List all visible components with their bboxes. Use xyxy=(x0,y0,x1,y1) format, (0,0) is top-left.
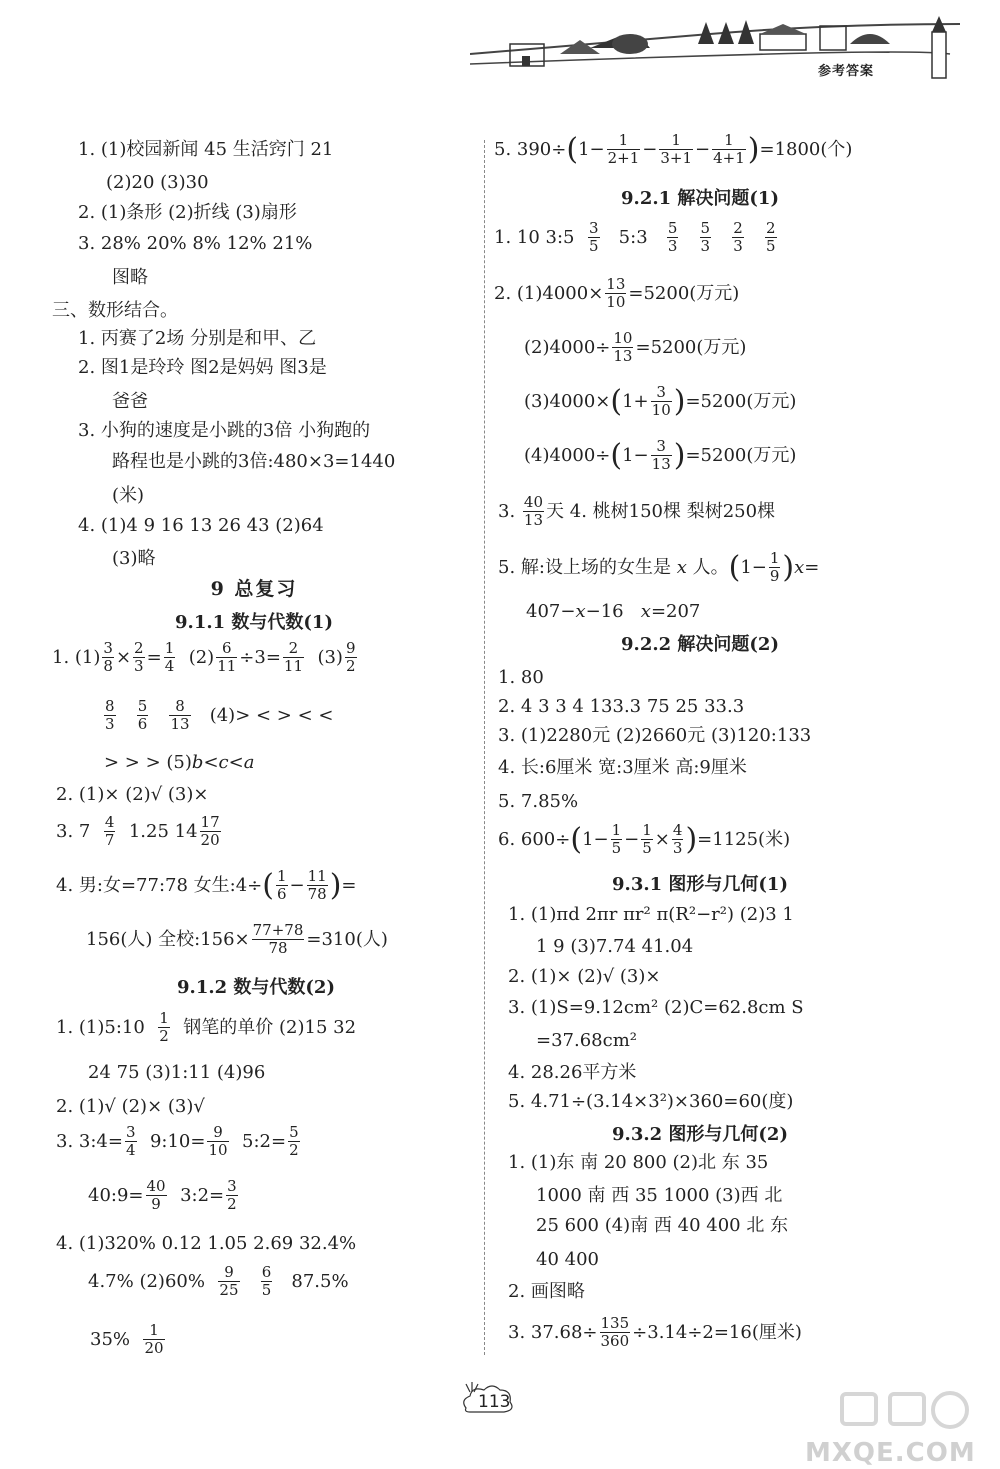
answer-line: 24 75 (3)1:11 (4)96 xyxy=(88,1062,266,1083)
header-title: 参考答案 xyxy=(818,64,875,79)
fraction: $\frac{10}{13}$ xyxy=(613,329,633,366)
answer-line: 40 400 xyxy=(536,1249,599,1270)
chapter-title: 9 总复习 xyxy=(210,578,298,600)
fraction: $\frac{3}{2}$ xyxy=(227,1177,237,1214)
fraction: $\frac{1}{5}$ xyxy=(642,821,652,858)
answer-line: 3. 小狗的速度是小跳的3倍 小狗跑的 xyxy=(78,420,371,441)
answer-line: 2. (1)4000× $\frac{13}{10}$ =5200(万元) xyxy=(494,275,740,312)
fraction: $\frac{3}{8}$ xyxy=(103,639,113,676)
fraction: $\frac{2}{3}$ xyxy=(134,639,144,676)
answer-line: 3. 3:4= $\frac{3}{4}$ 9:10= $\frac{9}{10}$ 5:2= $\frac{5}{2}$ xyxy=(56,1123,299,1160)
answer-line: 1. 丙赛了2场 分别是和甲、乙 xyxy=(78,328,317,349)
fraction: $\frac{3}{4}$ xyxy=(125,1123,136,1160)
answer-line: 3. (1)S=9.12cm² (2)C=62.8cm S xyxy=(508,997,804,1018)
fraction: $\frac{4}{7}$ xyxy=(104,813,115,850)
answer-line: (2)20 (3)30 xyxy=(106,172,209,193)
answer-line: (3)略 xyxy=(112,548,156,569)
fraction: $\frac{6}{11}$ xyxy=(217,639,237,676)
fraction: $\frac{6}{5}$ xyxy=(261,1263,272,1300)
answer-line: 5. 7.85% xyxy=(498,791,579,812)
section-title: 9.2.2 解决问题(2) xyxy=(621,634,779,655)
page-number: 113 xyxy=(458,1378,518,1418)
answer-line: =37.68cm² xyxy=(536,1030,637,1051)
answer-line: 2. (1)条形 (2)折线 (3)扇形 xyxy=(78,202,297,223)
answer-line: 1. 80 xyxy=(498,667,544,688)
answer-line: 40:9= $\frac{40}{9}$ 3:2= $\frac{3}{2}$ xyxy=(88,1177,237,1214)
fraction: $\frac{4}{3}$ xyxy=(672,821,683,858)
answer-line: 1 9 (3)7.74 41.04 xyxy=(536,936,694,957)
fraction: $\frac{5}{3}$ xyxy=(667,219,678,256)
answer-line: 35% $\frac{1}{20}$ xyxy=(90,1321,164,1358)
answer-line: (4)4000÷(1− $\frac{3}{13}$ )=5200(万元) xyxy=(524,437,797,474)
answer-line: 4. 男:女=77:78 女生:4÷( $\frac{1}{6}$ − $\frac{11}{78}$ )= xyxy=(56,867,357,904)
fraction: $\frac{2}{11}$ xyxy=(283,639,303,676)
fraction: $\frac{1}{4}$ xyxy=(164,639,175,676)
answer-line: 爸爸 xyxy=(112,391,148,412)
answer-line: 156(人) 全校:156× $\frac{77+78}{78}$ =310(人) xyxy=(86,921,388,958)
answer-line: > > > (5)b<c<a xyxy=(104,752,255,773)
answer-line: 2. 4 3 3 4 133.3 75 25 33.3 xyxy=(498,696,745,717)
answer-line: 5. 4.71÷(3.14×3²)×360=60(度) xyxy=(508,1091,794,1112)
section-heading: 三、数形结合。 xyxy=(52,300,178,321)
fraction: $\frac{3}{5}$ xyxy=(588,219,599,256)
answer-line: 1. (1)5:10 $\frac{1}{2}$ 钢笔的单价 (2)15 32 xyxy=(56,1009,357,1046)
answer-line: 3. (1)2280元 (2)2660元 (3)120:133 xyxy=(498,725,812,746)
column-divider xyxy=(484,140,485,1355)
section-title: 9.3.2 图形与几何(2) xyxy=(612,1124,788,1145)
section-title: 9.3.1 图形与几何(1) xyxy=(612,874,788,895)
fraction: $\frac{1}{20}$ xyxy=(144,1321,164,1358)
answer-line: 1000 南 西 35 1000 (3)西 北 xyxy=(536,1185,783,1206)
fraction: $\frac{5}{3}$ xyxy=(700,219,711,256)
answer-line: 1. (1)πd 2πr πr² π(R²−r²) (2)3 1 xyxy=(508,904,794,925)
answer-line: (米) xyxy=(112,485,145,506)
fraction: $\frac{1}{5}$ xyxy=(611,821,622,858)
answer-line: 407−x−16 x=207 xyxy=(526,601,701,622)
answer-line: 3. $\frac{40}{13}$ 天 4. 桃树150棵 梨树250棵 xyxy=(498,493,776,530)
fraction: $\frac{1}{9}$ xyxy=(769,549,780,586)
fraction: $\frac{1}{2}$ xyxy=(159,1009,169,1046)
answer-line: 4. (1)320% 0.12 1.05 2.69 32.4% xyxy=(56,1233,357,1254)
answer-line: 5. 390÷(1− $\frac{1}{2+1}$ − $\frac{1}{3+1}$ − $\frac{1}{4+1}$ )=1800(个) xyxy=(494,131,853,168)
fraction: $\frac{1}{2+1}$ xyxy=(607,131,640,168)
answer-line: 4.7% (2)60% $\frac{9}{25}$ $\frac{6}{5}$ 87.5% xyxy=(88,1263,349,1300)
section-title: 9.1.1 数与代数(1) xyxy=(175,612,333,633)
answer-line: 3. 28% 20% 8% 12% 21% xyxy=(78,233,313,254)
answer-line: 4. (1)4 9 16 13 26 43 (2)64 xyxy=(78,515,324,536)
section-title: 9.1.2 数与代数(2) xyxy=(177,977,335,998)
fraction: $\frac{135}{360}$ xyxy=(600,1314,630,1351)
answer-line: (2)4000÷ $\frac{10}{13}$ =5200(万元) xyxy=(524,329,747,366)
answer-line: 25 600 (4)南 西 40 400 北 东 xyxy=(536,1215,789,1236)
answer-line: 4. 28.26平方米 xyxy=(508,1062,637,1083)
answer-line: 1. (1)校园新闻 45 生活窍门 21 xyxy=(78,139,334,160)
fraction: $\frac{11}{78}$ xyxy=(307,867,327,904)
fraction: $\frac{17}{20}$ xyxy=(200,813,220,850)
fraction: $\frac{1}{3+1}$ xyxy=(660,131,693,168)
fraction: $\frac{3}{10}$ xyxy=(651,383,671,420)
answer-line: 1. 10 3:5 $\frac{3}{5}$ 5:3 $\frac{5}{3}$ $\frac{5}{3}$ $\frac{2}{3}$ $\frac{2}{5}$ xyxy=(494,219,776,256)
fraction: $\frac{2}{3}$ xyxy=(733,219,743,256)
fraction: $\frac{9}{2}$ xyxy=(345,639,356,676)
fraction: $\frac{40}{13}$ xyxy=(523,493,544,530)
answer-line: 1. (1)东 南 20 800 (2)北 东 35 xyxy=(508,1152,769,1173)
answer-line: 2. 画图略 xyxy=(508,1281,585,1302)
fraction: $\frac{1}{4+1}$ xyxy=(713,131,745,168)
fraction: $\frac{3}{13}$ xyxy=(651,437,671,474)
answer-line: 2. (1)× (2)√ (3)× xyxy=(508,966,661,987)
fraction: $\frac{9}{10}$ xyxy=(208,1123,228,1160)
section-title: 9.2.1 解决问题(1) xyxy=(621,188,779,209)
answer-line: $\frac{8}{3}$ $\frac{5}{6}$ $\frac{8}{13}$ (4)> < > < < xyxy=(105,697,334,734)
answer-line: 2. (1)√ (2)× (3)√ xyxy=(56,1096,205,1117)
fraction: $\frac{40}{9}$ xyxy=(146,1177,166,1214)
answer-line: 3. 37.68÷ $\frac{135}{360}$ ÷3.14÷2=16(厘米) xyxy=(508,1314,802,1351)
fraction: $\frac{8}{13}$ xyxy=(170,697,190,734)
answer-line: 5. 解:设上场的女生是 x 人。(1− $\frac{1}{9}$ )x= xyxy=(498,549,820,586)
answer-line: 1. (1) $\frac{3}{8}$ × $\frac{2}{3}$ = $\frac{1}{4}$ (2) $\frac{6}{11}$ ÷3= $\frac{2}{11}$ (3) $\frac{9}{2}$ xyxy=(52,639,356,676)
answer-line: 图略 xyxy=(112,267,148,288)
watermark-text: MXQE.COM xyxy=(805,1438,976,1468)
answer-line: 3. 7 $\frac{4}{7}$ 1.25 14 $\frac{17}{20}$ xyxy=(56,813,220,850)
answer-line: 6. 600÷(1− $\frac{1}{5}$ − $\frac{1}{5}$ × $\frac{4}{3}$ )=1125(米) xyxy=(498,821,791,858)
answer-line: 2. (1)× (2)√ (3)× xyxy=(56,784,209,805)
answer-line: 路程也是小跳的3倍:480×3=1440 xyxy=(112,451,396,472)
answer-line: 4. 长:6厘米 宽:3厘米 高:9厘米 xyxy=(498,757,747,778)
fraction: $\frac{9}{25}$ xyxy=(219,1263,239,1300)
header-decoration xyxy=(470,14,960,84)
fraction: $\frac{13}{10}$ xyxy=(606,275,626,312)
fraction: $\frac{5}{6}$ xyxy=(137,697,148,734)
fraction: $\frac{8}{3}$ xyxy=(105,697,115,734)
fraction: $\frac{77+78}{78}$ xyxy=(252,921,304,958)
answer-line: 2. 图1是玲玲 图2是妈妈 图3是 xyxy=(78,357,327,378)
fraction: $\frac{5}{2}$ xyxy=(289,1123,299,1160)
fraction: $\frac{2}{5}$ xyxy=(765,219,776,256)
answer-line: (3)4000×(1+ $\frac{3}{10}$ )=5200(万元) xyxy=(524,383,797,420)
fraction: $\frac{1}{6}$ xyxy=(276,867,287,904)
